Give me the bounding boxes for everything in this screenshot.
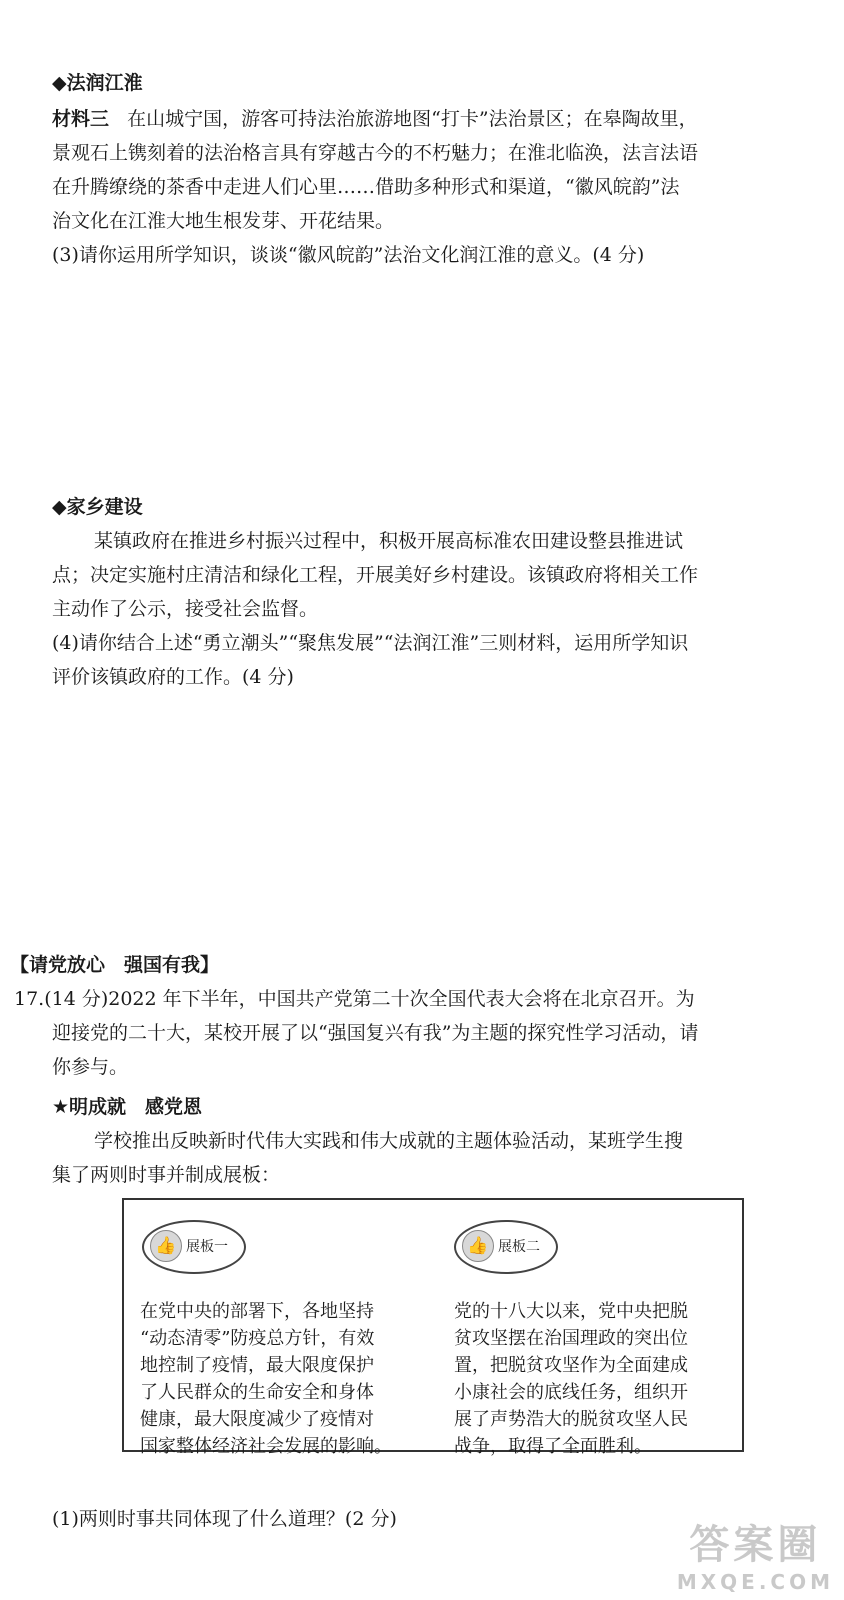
material-line: [52, 102, 698, 136]
display-board-frame: [122, 1198, 744, 1457]
material-line: 治文化在江淮大地生根发芽、开花结果。: [52, 210, 395, 232]
question-4-cont: 评价该镇政府的工作。(4 分): [52, 666, 294, 688]
section-header-qing-dang-fang-xin: 【请党放心 强国有我】: [10, 954, 220, 976]
intro-line: 集了两则时事并制成展板：: [52, 1164, 281, 1186]
question-17-1: (1)两则时事共同体现了什么道理？(2 分): [52, 1508, 397, 1530]
material-label: 材料三: [52, 108, 110, 130]
watermark-top: 答案圈: [689, 1522, 822, 1568]
board-two-text: [454, 1298, 688, 1460]
board-two-line: 战争，取得了全面胜利。: [454, 1436, 652, 1457]
question-17-line: 17.(14 分)2022 年下半年，中国共产党第二十次全国代表大会将在北京召开。为: [14, 988, 695, 1010]
material-line: 在升腾缭绕的茶香中走进人们心里……借助多种形式和渠道，“徽风皖韵”法: [52, 176, 680, 198]
board-one-line: 国家整体经济社会发展的影响。: [140, 1436, 392, 1457]
board-two-badge: [454, 1220, 558, 1274]
board-two-line: 置，把脱贫攻坚作为全面建成: [454, 1355, 688, 1376]
section-title-jia-xiang-jian-she: ◆家乡建设: [52, 496, 143, 518]
material-line: 景观石上镌刻着的法治格言具有穿越古今的不朽魅力；在淮北临涣，法言法语: [52, 142, 699, 164]
board-one-line: 在党中央的部署下，各地坚持: [140, 1301, 374, 1322]
question-17-line: 你参与。: [52, 1056, 129, 1078]
paragraph-line: 点；决定实施村庄清洁和绿化工程，开展美好乡村建设。该镇政府将相关工作: [52, 564, 699, 586]
watermark-logo: [677, 1513, 834, 1594]
question-3: (3)请你运用所学知识，谈谈“徽风皖韵”法治文化润江淮的意义。(4 分): [52, 244, 645, 266]
question-4: (4)请你结合上述“勇立潮头”“聚焦发展”“法润江淮”三则材料，运用所学知识: [52, 632, 689, 654]
board-two-label: 展板二: [498, 1239, 540, 1255]
subtitle-ming-cheng-jiu: ★明成就 感党恩: [52, 1096, 203, 1118]
board-one-line: 了人民群众的生命安全和身体: [140, 1382, 374, 1403]
board-one-text: [140, 1298, 392, 1460]
paragraph-line: 某镇政府在推进乡村振兴过程中，积极开展高标准农田建设整县推进试: [94, 530, 684, 552]
board-one-badge: [142, 1220, 246, 1274]
thumbs-up-icon: 👍: [150, 1230, 182, 1262]
paragraph-line: 主动作了公示，接受社会监督。: [52, 598, 319, 620]
board-two-line: 党的十八大以来，党中央把脱: [454, 1301, 688, 1322]
board-two-line: 贫攻坚摆在治国理政的突出位: [454, 1328, 688, 1349]
board-two-line: 展了声势浩大的脱贫攻坚人民: [454, 1409, 688, 1430]
material-text: 在山城宁国，游客可持法治旅游地图“打卡”法治景区；在皋陶故里，: [127, 108, 698, 130]
board-one-line: 地控制了疫情，最大限度保护: [140, 1355, 374, 1376]
thumbs-up-icon: 👍: [462, 1230, 494, 1262]
watermark-bottom: MXQE.COM: [676, 1570, 834, 1594]
question-17-line: 迎接党的二十大，某校开展了以“强国复兴有我”为主题的探究性学习活动，请: [52, 1022, 699, 1044]
section-title-fa-run-jiang-huai: ◆法润江淮: [52, 72, 143, 94]
board-one-line: “动态清零”防疫总方针，有效: [140, 1328, 375, 1349]
board-two-line: 小康社会的底线任务，组织开: [454, 1382, 688, 1403]
board-one-line: 健康，最大限度减少了疫情对: [140, 1409, 374, 1430]
intro-line: 学校推出反映新时代伟大实践和伟大成就的主题体验活动，某班学生搜: [94, 1130, 684, 1152]
board-one-label: 展板一: [186, 1239, 228, 1255]
